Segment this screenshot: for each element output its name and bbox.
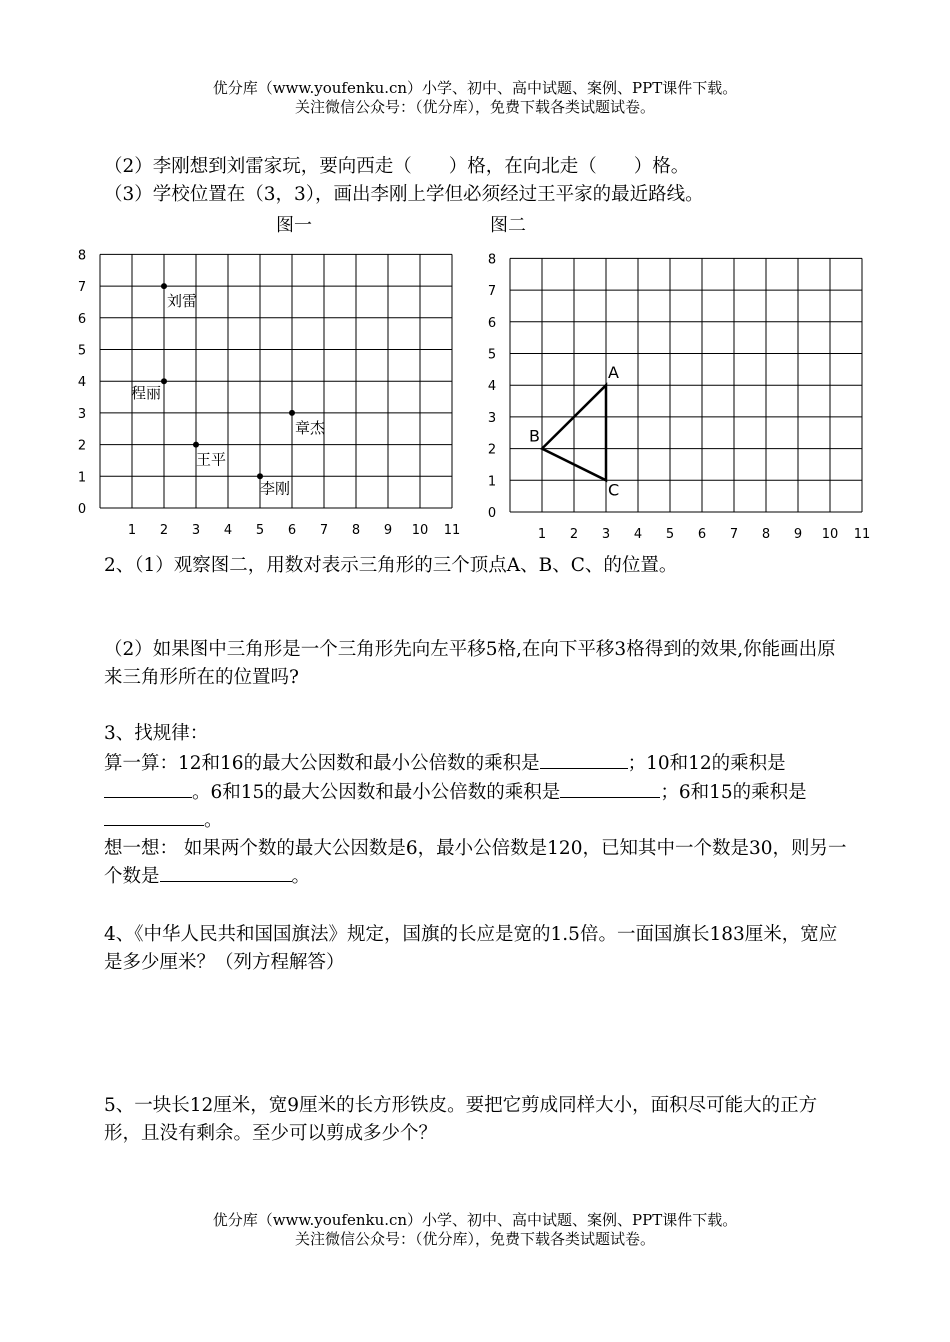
- point-label: B: [529, 426, 540, 446]
- q3-think-text: 想一想： 如果两个数的最大公因数是6，最小公倍数是120，已知其中一个数是30，则另一个数是: [104, 838, 847, 887]
- y-tick-label: 7: [487, 284, 497, 300]
- y-tick-label: 0: [487, 506, 497, 521]
- point-刘雷: [161, 283, 167, 289]
- q3-think-block: [104, 835, 849, 891]
- q3-calc-text-2: ；10和12的乘积是: [627, 753, 786, 774]
- y-tick-label: 3: [487, 410, 497, 426]
- q1-part2: （2）李刚想到刘雷家玩，要向西走（ ）格，在向北走（ ）格。: [104, 156, 690, 177]
- x-tick-label: 5: [255, 523, 265, 538]
- point-label: C: [608, 480, 620, 500]
- q4-text: 4、《中华人民共和国国旗法》规定，国旗的长应是宽的1.5倍。一面国旗长183厘米，宽应是多少厘米？（列方程解答）: [104, 924, 838, 973]
- figure1-title: 图一: [276, 215, 312, 236]
- x-tick-label: 2: [159, 523, 169, 538]
- x-tick-label: 3: [601, 527, 611, 542]
- footer-line-2: 关注微信公众号：（优分库），免费下载各类试题试卷。: [294, 1230, 655, 1248]
- figure1-grid-chart: [60, 236, 470, 546]
- x-tick-label: 7: [319, 523, 329, 538]
- x-tick-label: 1: [537, 527, 547, 542]
- q3-blank-2[interactable]: [104, 779, 192, 798]
- y-tick-label: 5: [487, 347, 497, 363]
- x-tick-label: 2: [569, 527, 579, 542]
- y-tick-label: 1: [487, 474, 497, 490]
- x-tick-label: 11: [443, 523, 461, 538]
- figure2-title: 图二: [490, 215, 526, 236]
- x-tick-label: 4: [633, 527, 643, 542]
- y-tick-label: 0: [77, 502, 87, 517]
- y-tick-label: 7: [77, 280, 87, 296]
- point-程丽: [161, 378, 167, 384]
- x-tick-label: 6: [287, 523, 297, 538]
- y-tick-label: 4: [487, 379, 497, 395]
- x-tick-label: 10: [411, 523, 429, 538]
- q1-part3: （3）学校位置在（3，3），画出李刚上学但必须经过王平家的最近路线。: [104, 184, 704, 205]
- figure2-grid-chart: [470, 240, 880, 550]
- q3-calc-block: [104, 750, 849, 836]
- x-tick-label: 7: [729, 527, 739, 542]
- y-tick-label: 8: [77, 248, 87, 264]
- point-王平: [193, 442, 199, 448]
- q3-calc-text-4: ；6和15的乘积是: [660, 781, 807, 803]
- y-tick-label: 2: [77, 438, 87, 454]
- x-tick-label: 8: [351, 523, 361, 538]
- point-label: 李刚: [260, 479, 291, 498]
- q2-part1: 2、（1）观察图二，用数对表示三角形的三个顶点A、B、C、的位置。: [104, 555, 678, 576]
- y-tick-label: 6: [487, 315, 497, 331]
- y-tick-label: 2: [487, 442, 497, 458]
- q5-text: 5、一块长12厘米，宽9厘米的长方形铁皮。要把它剪成同样大小，面积尽可能大的正方形，且没有剩余。至少可以剪成多少个？: [104, 1095, 818, 1144]
- x-tick-label: 9: [793, 527, 803, 542]
- grid-lines: [100, 254, 452, 508]
- header-line-1: 优分库（www.youfenku.cn）小学、初中、高中试题、案例、PPT课件下载。: [212, 79, 738, 97]
- x-tick-label: 8: [761, 527, 771, 542]
- grid-lines: [510, 258, 862, 512]
- q3-blank-1[interactable]: [540, 750, 628, 769]
- point-章杰: [289, 410, 295, 416]
- x-tick-label: 3: [191, 523, 201, 538]
- point-label: 刘雷: [167, 292, 198, 311]
- y-tick-label: 5: [77, 343, 87, 359]
- point-label: 程丽: [131, 384, 162, 403]
- q3-calc-text-1: 算一算：12和16的最大公因数和最小公倍数的乘积是: [104, 753, 540, 774]
- q3-blank-3[interactable]: [560, 779, 660, 798]
- footer-line-1: 优分库（www.youfenku.cn）小学、初中、高中试题、案例、PPT课件下载。: [212, 1211, 738, 1229]
- header-line-2: 关注微信公众号：（优分库），免费下载各类试题试卷。: [294, 98, 655, 116]
- point-label: 章杰: [295, 418, 326, 437]
- x-tick-label: 10: [821, 527, 839, 542]
- q3-calc-text-5: 。: [204, 810, 223, 831]
- x-tick-label: 5: [665, 527, 675, 542]
- x-tick-label: 11: [853, 527, 871, 542]
- x-tick-label: 4: [223, 523, 233, 538]
- y-tick-label: 3: [77, 406, 87, 422]
- x-tick-label: 9: [383, 523, 393, 538]
- q3-title: 3、找规律：: [104, 723, 209, 744]
- y-tick-label: 4: [77, 375, 87, 391]
- y-tick-label: 1: [77, 470, 87, 486]
- point-label: 王平: [196, 450, 227, 469]
- y-tick-label: 6: [77, 311, 87, 327]
- y-tick-label: 8: [487, 252, 497, 268]
- x-tick-label: 6: [697, 527, 707, 542]
- q3-calc-text-3: 。6和15的最大公因数和最小公倍数的乘积是: [192, 781, 561, 803]
- q2-part2: （2）如果图中三角形是一个三角形先向左平移5格,在向下平移3格得到的效果,你能画出原来三角形所在的位置吗?: [104, 639, 836, 688]
- q3-think-end: 。: [291, 866, 311, 887]
- q3-blank-5[interactable]: [160, 863, 292, 882]
- x-tick-label: 1: [127, 523, 137, 538]
- q3-blank-4[interactable]: [104, 807, 204, 826]
- point-label: A: [608, 363, 619, 383]
